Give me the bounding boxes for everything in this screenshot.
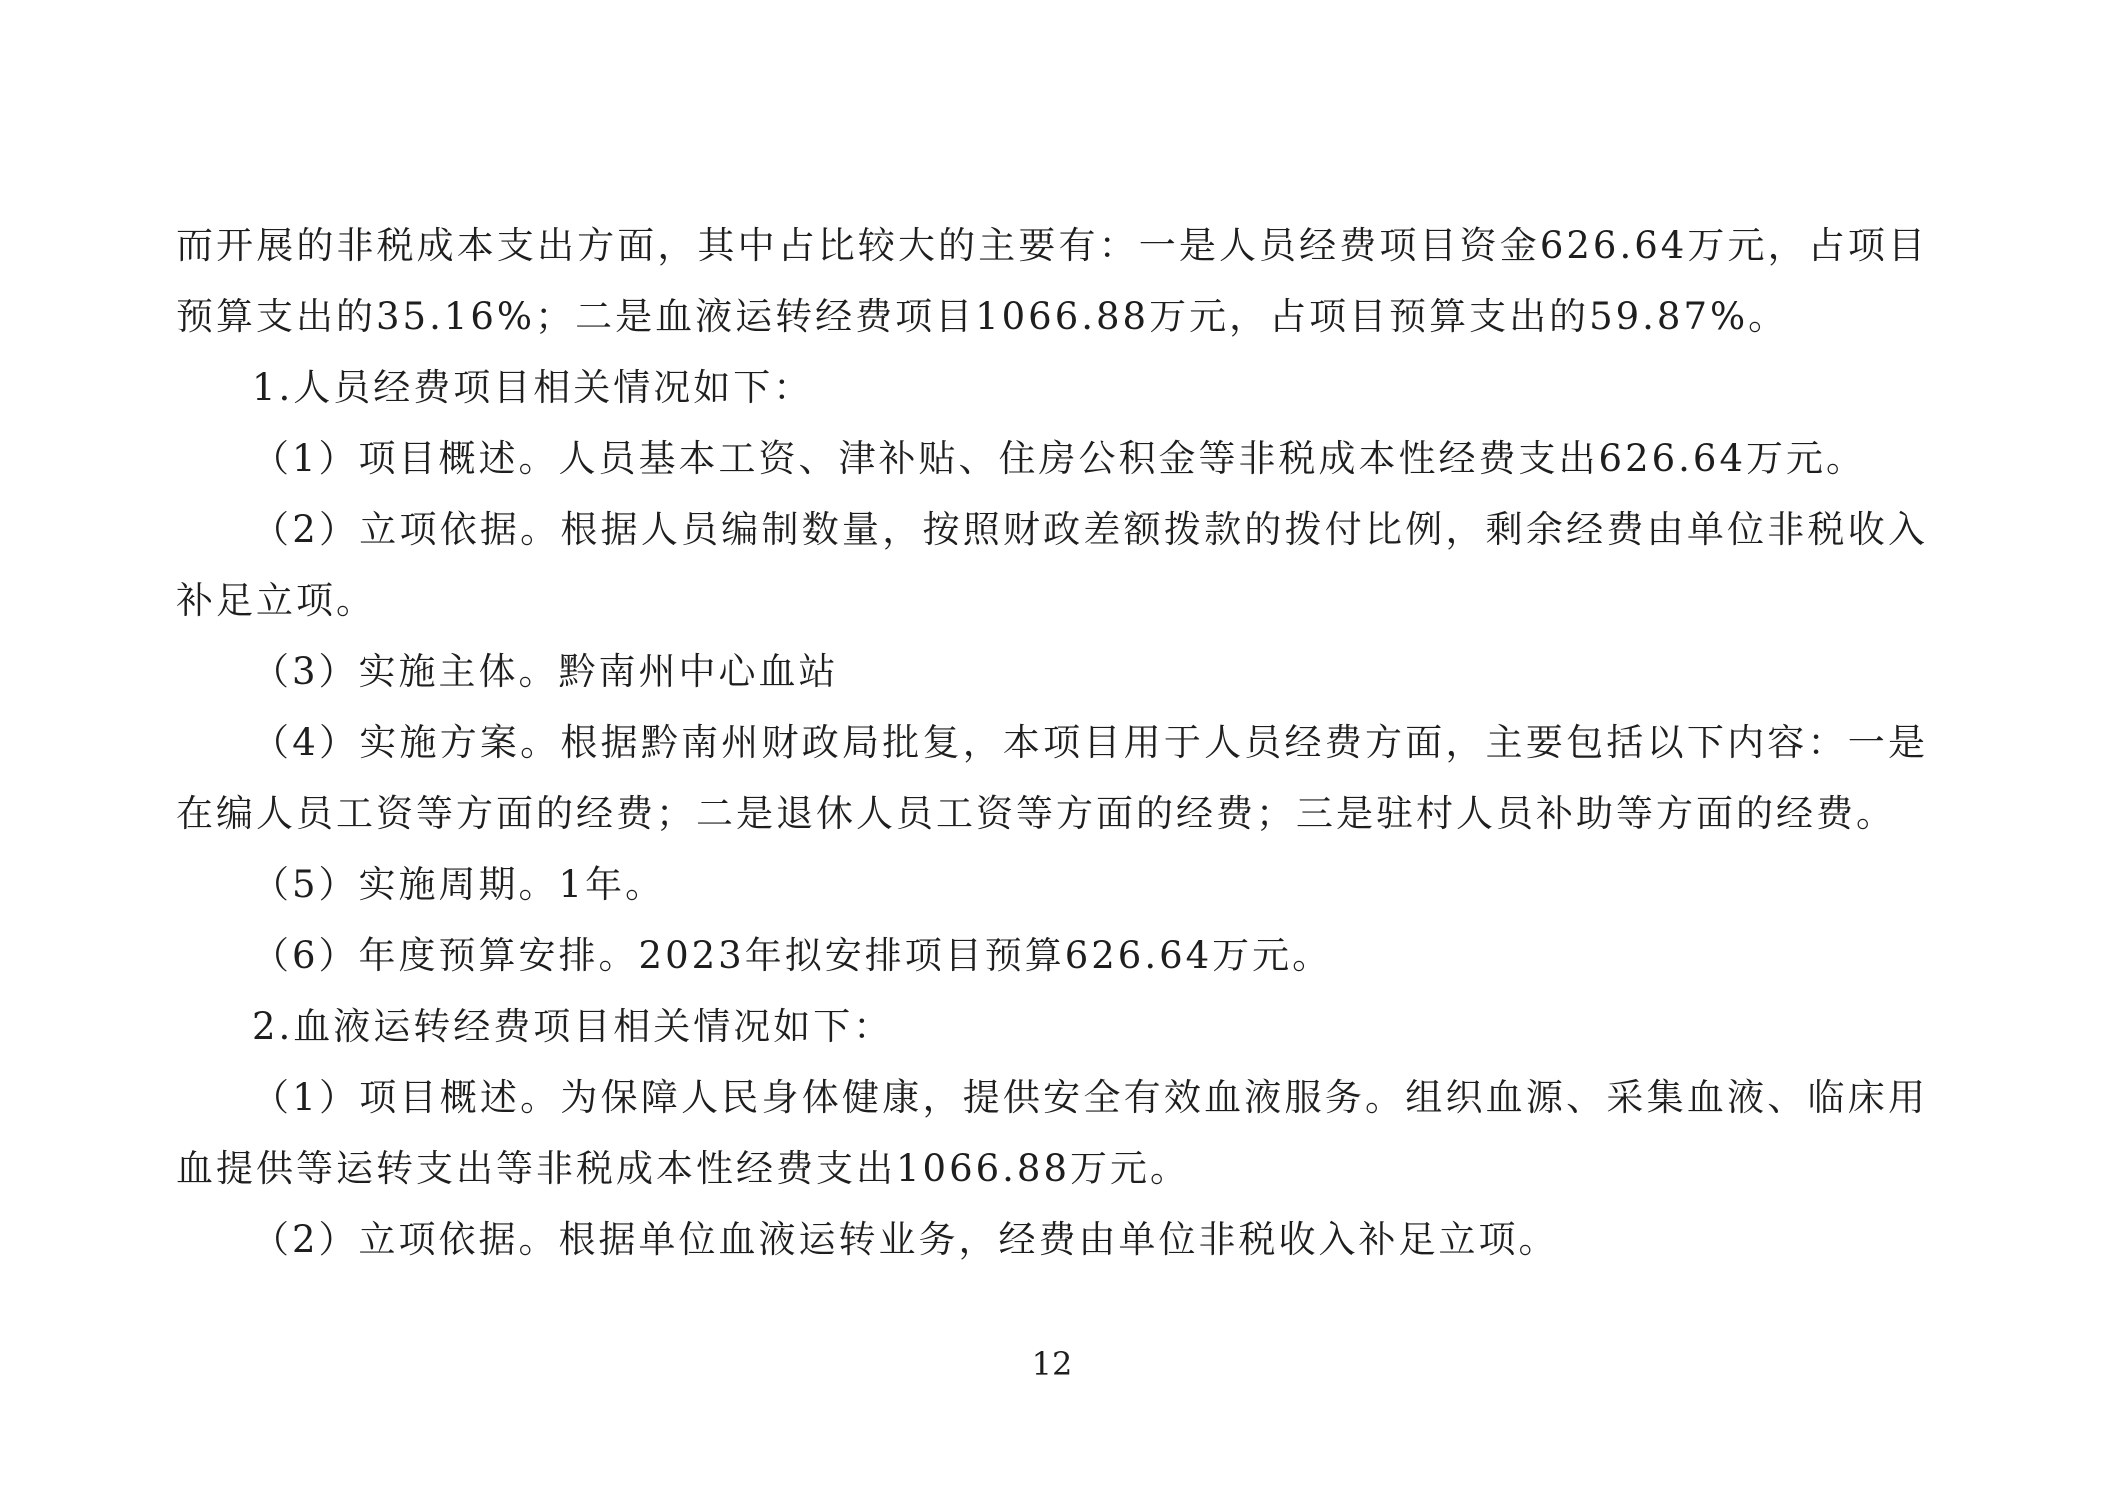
paragraph-overview: （1）项目概述。人员基本工资、津补贴、住房公积金等非税成本性经费支出626.64万元。 <box>252 437 1867 480</box>
section-heading-personnel: 1.人员经费项目相关情况如下： <box>252 366 814 409</box>
paragraph-blood-overview: （1）项目概述。为保障人民身体健康，提供安全有效血液服务。组织血源、采集血液、临床用血提供等运转支出等非税成本性经费支出1066.88万元。 <box>176 1076 1928 1190</box>
page-number: 12 <box>1031 1345 1073 1383</box>
paragraph-basis: （2）立项依据。根据人员编制数量，按照财政差额拨款的拨付比例，剩余经费由单位非税收入补足立项。 <box>176 508 1928 622</box>
document-body <box>176 210 1928 1275</box>
section-heading-blood: 2.血液运转经费项目相关情况如下： <box>252 1005 894 1048</box>
paragraph-budget: （6）年度预算安排。2023年拟安排项目预算626.64万元。 <box>252 934 1333 977</box>
paragraph-period: （5）实施周期。1年。 <box>252 863 666 906</box>
paragraph-blood-basis: （2）立项依据。根据单位血液运转业务，经费由单位非税收入补足立项。 <box>252 1218 1559 1261</box>
paragraph-plan: （4）实施方案。根据黔南州财政局批复，本项目用于人员经费方面，主要包括以下内容：一是在编人员工资等方面的经费；二是退休人员工资等方面的经费；三是驻村人员补助等方面的经费。 <box>176 721 1928 835</box>
paragraph-implementer: （3）实施主体。黔南州中心血站 <box>252 650 839 693</box>
paragraph-continuation: 而开展的非税成本支出方面，其中占比较大的主要有：一是人员经费项目资金626.64万元，占项目预算支出的35.16%；二是血液运转经费项目1066.88万元，占项目预算支出的59.87%。 <box>176 224 1928 338</box>
